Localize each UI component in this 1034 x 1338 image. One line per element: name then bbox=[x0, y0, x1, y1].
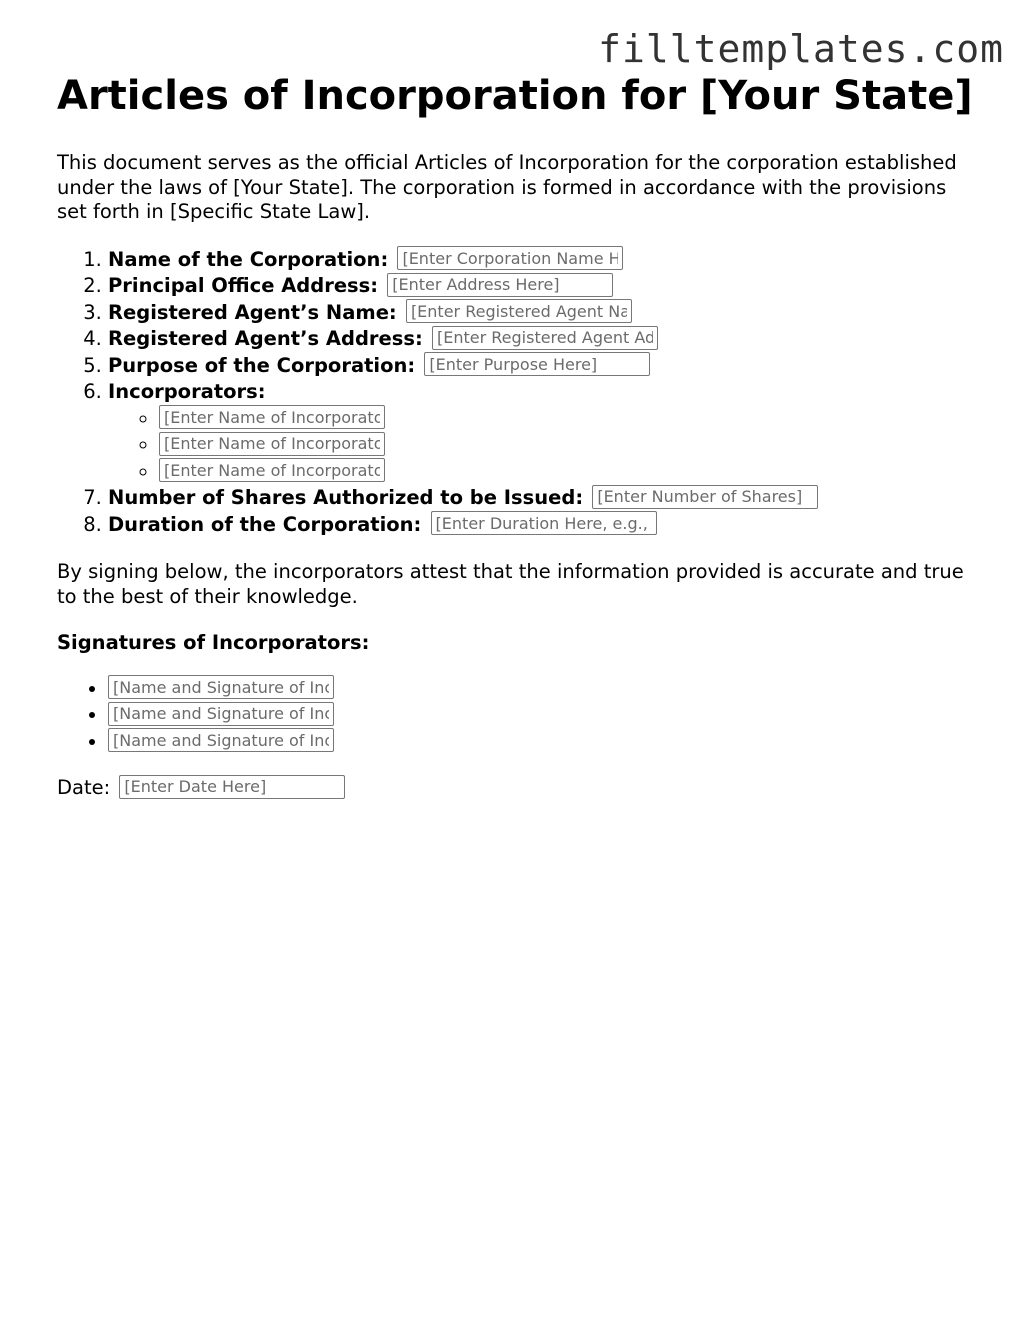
agent-name-input[interactable] bbox=[406, 299, 632, 323]
list-item-incorporators bbox=[108, 379, 977, 485]
list-item-agent-address bbox=[108, 326, 977, 353]
item-label: Number of Shares Authorized to be Issued: bbox=[108, 486, 584, 509]
item-label: Duration of the Corporation: bbox=[108, 512, 422, 536]
list-item bbox=[108, 676, 977, 703]
list-item-corporation-name bbox=[108, 247, 977, 274]
item-label: Registered Agent’s Address: bbox=[108, 327, 423, 350]
signature-input[interactable] bbox=[108, 728, 334, 752]
agent-address-input[interactable] bbox=[432, 326, 658, 350]
list-item bbox=[159, 406, 977, 433]
list-item-shares bbox=[108, 485, 977, 512]
item-label: Purpose of the Corporation: bbox=[108, 353, 416, 377]
shares-input[interactable] bbox=[592, 485, 818, 509]
item-label: Incorporators: bbox=[108, 380, 266, 403]
date-label: Date: bbox=[57, 776, 111, 799]
articles-list bbox=[57, 247, 977, 539]
list-item-agent-name bbox=[108, 300, 977, 327]
list-item-purpose bbox=[108, 353, 977, 380]
intro-paragraph: This document serves as the official Articles of Incorporation for the corporation established under the laws of [Your State]. The corporation is formed in accordance with the provisions set forth in [Specific State Law]. bbox=[57, 151, 957, 223]
list-item bbox=[108, 702, 977, 729]
signature-input[interactable] bbox=[108, 675, 334, 699]
incorporators-list bbox=[108, 406, 977, 486]
duration-input[interactable] bbox=[431, 511, 657, 535]
page-title: Articles of Incorporation for [Your State] bbox=[57, 73, 973, 119]
incorporator-name-input[interactable] bbox=[159, 405, 385, 429]
date-row bbox=[57, 775, 977, 802]
signatures-heading: Signatures of Incorporators: bbox=[57, 631, 370, 654]
list-item bbox=[159, 432, 977, 459]
list-item-principal-address bbox=[108, 273, 977, 300]
incorporator-name-input[interactable] bbox=[159, 432, 385, 456]
signatures-list bbox=[57, 676, 977, 756]
principal-address-input[interactable] bbox=[387, 273, 613, 297]
corporation-name-input[interactable] bbox=[397, 246, 623, 270]
list-item bbox=[159, 459, 977, 486]
list-item bbox=[108, 729, 977, 756]
attestation-paragraph: By signing below, the incorporators attest that the information provided is accurate and true to the best of their knowledge. bbox=[57, 560, 964, 608]
incorporator-name-input[interactable] bbox=[159, 458, 385, 482]
item-label: Principal Office Address: bbox=[108, 274, 379, 297]
purpose-input[interactable] bbox=[424, 352, 650, 376]
item-label: Name of the Corporation: bbox=[108, 247, 389, 271]
signature-input[interactable] bbox=[108, 702, 334, 726]
date-input[interactable] bbox=[119, 775, 345, 799]
document-page bbox=[57, 72, 977, 802]
list-item-duration bbox=[108, 512, 977, 539]
watermark: filltemplates.com bbox=[598, 27, 1004, 71]
item-label: Registered Agent’s Name: bbox=[108, 300, 397, 324]
